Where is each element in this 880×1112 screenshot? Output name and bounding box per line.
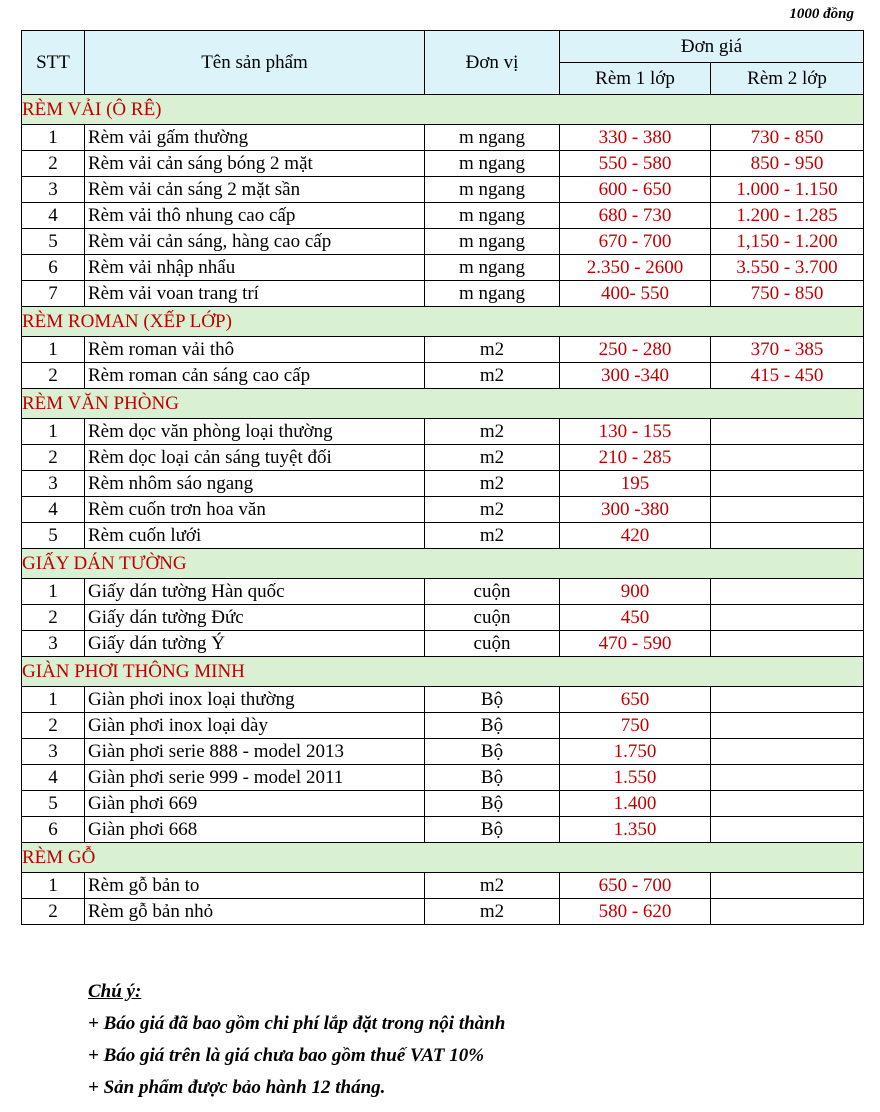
price-1-layer: 210 - 285	[560, 445, 711, 471]
price-2-layer: 1.200 - 1.285	[711, 203, 864, 229]
product-name: Giàn phơi serie 999 - model 2011	[85, 765, 425, 791]
section-title: RÈM VĂN PHÒNG	[22, 389, 864, 419]
unit-cell: cuộn	[425, 579, 560, 605]
header-price-2-layer: Rèm 2 lớp	[711, 63, 864, 95]
table-row	[22, 125, 864, 151]
price-2-layer	[711, 605, 864, 631]
unit-cell: Bộ	[425, 713, 560, 739]
price-1-layer: 1.550	[560, 765, 711, 791]
table-row	[22, 713, 864, 739]
price-2-layer: 750 - 850	[711, 281, 864, 307]
product-name: Rèm vải gấm thường	[85, 125, 425, 151]
unit-cell: m2	[425, 899, 560, 925]
price-1-layer: 680 - 730	[560, 203, 711, 229]
unit-cell: m ngang	[425, 151, 560, 177]
table-row	[22, 471, 864, 497]
row-number: 2	[22, 899, 85, 925]
product-name: Giàn phơi inox loại thường	[85, 687, 425, 713]
price-1-layer: 900	[560, 579, 711, 605]
row-number: 1	[22, 419, 85, 445]
note-item: + Báo giá đã bao gồm chi phí lắp đặt trong nội thành	[88, 1013, 506, 1034]
product-name: Giấy dán tường Hàn quốc	[85, 579, 425, 605]
section-title: RÈM ROMAN (XẾP LỚP)	[22, 307, 864, 337]
row-number: 3	[22, 739, 85, 765]
price-1-layer: 250 - 280	[560, 337, 711, 363]
header-price: Đơn giá	[560, 31, 864, 63]
product-name: Giàn phơi serie 888 - model 2013	[85, 739, 425, 765]
unit-cell: cuộn	[425, 631, 560, 657]
unit-cell: Bộ	[425, 791, 560, 817]
price-1-layer: 300 -380	[560, 497, 711, 523]
unit-cell: m2	[425, 497, 560, 523]
product-name: Giấy dán tường Đức	[85, 605, 425, 631]
price-1-layer: 470 - 590	[560, 631, 711, 657]
row-number: 3	[22, 471, 85, 497]
price-2-layer: 850 - 950	[711, 151, 864, 177]
product-name: Rèm cuốn trơn hoa văn	[85, 497, 425, 523]
row-number: 2	[22, 713, 85, 739]
price-1-layer: 300 -340	[560, 363, 711, 389]
table-row	[22, 899, 864, 925]
section-header-row	[22, 95, 864, 125]
price-2-layer	[711, 687, 864, 713]
product-name: Rèm dọc loại cản sáng tuyệt đối	[85, 445, 425, 471]
price-1-layer: 670 - 700	[560, 229, 711, 255]
table-row	[22, 817, 864, 843]
section-header-row	[22, 549, 864, 579]
section-title: GIÀN PHƠI THÔNG MINH	[22, 657, 864, 687]
price-2-layer	[711, 419, 864, 445]
unit-cell: m2	[425, 523, 560, 549]
price-2-layer	[711, 817, 864, 843]
price-1-layer: 130 - 155	[560, 419, 711, 445]
product-name: Rèm dọc văn phòng loại thường	[85, 419, 425, 445]
price-2-layer: 3.550 - 3.700	[711, 255, 864, 281]
product-name: Rèm roman vải thô	[85, 337, 425, 363]
unit-cell: m2	[425, 363, 560, 389]
row-number: 1	[22, 337, 85, 363]
table-row	[22, 873, 864, 899]
product-name: Rèm vải voan trang trí	[85, 281, 425, 307]
price-1-layer: 420	[560, 523, 711, 549]
price-2-layer	[711, 445, 864, 471]
product-name: Rèm vải cản sáng 2 mặt sần	[85, 177, 425, 203]
section-header-row	[22, 657, 864, 687]
unit-cell: m ngang	[425, 203, 560, 229]
unit-cell: m2	[425, 337, 560, 363]
table-row	[22, 229, 864, 255]
price-1-layer: 600 - 650	[560, 177, 711, 203]
section-title: RÈM GỖ	[22, 843, 864, 873]
price-1-layer: 400- 550	[560, 281, 711, 307]
price-2-layer	[711, 899, 864, 925]
table-row	[22, 631, 864, 657]
price-1-layer: 1.400	[560, 791, 711, 817]
unit-cell: m2	[425, 419, 560, 445]
product-name: Rèm cuốn lưới	[85, 523, 425, 549]
price-table-body	[22, 95, 864, 925]
price-2-layer	[711, 739, 864, 765]
table-row	[22, 445, 864, 471]
row-number: 2	[22, 605, 85, 631]
price-1-layer: 1.750	[560, 739, 711, 765]
row-number: 2	[22, 445, 85, 471]
unit-cell: Bộ	[425, 765, 560, 791]
unit-cell: Bộ	[425, 739, 560, 765]
unit-cell: m ngang	[425, 255, 560, 281]
table-row	[22, 337, 864, 363]
unit-cell: Bộ	[425, 687, 560, 713]
price-2-layer	[711, 471, 864, 497]
note-item: + Sản phẩm được bảo hành 12 tháng.	[88, 1077, 386, 1098]
table-row	[22, 151, 864, 177]
row-number: 6	[22, 255, 85, 281]
table-row	[22, 281, 864, 307]
price-1-layer: 2.350 - 2600	[560, 255, 711, 281]
product-name: Giàn phơi 668	[85, 817, 425, 843]
header-product-name: Tên sản phẩm	[85, 31, 425, 95]
price-1-layer: 1.350	[560, 817, 711, 843]
table-row	[22, 203, 864, 229]
unit-cell: m2	[425, 873, 560, 899]
price-1-layer: 750	[560, 713, 711, 739]
price-2-layer	[711, 523, 864, 549]
price-1-layer: 550 - 580	[560, 151, 711, 177]
product-name: Rèm nhôm sáo ngang	[85, 471, 425, 497]
product-name: Giàn phơi inox loại dày	[85, 713, 425, 739]
notes-title: Chú ý:	[88, 981, 142, 1002]
table-row	[22, 177, 864, 203]
table-row	[22, 523, 864, 549]
price-2-layer	[711, 631, 864, 657]
product-name: Rèm roman cản sáng cao cấp	[85, 363, 425, 389]
row-number: 3	[22, 177, 85, 203]
product-name: Rèm vải nhập nhẩu	[85, 255, 425, 281]
section-header-row	[22, 843, 864, 873]
price-2-layer: 1.000 - 1.150	[711, 177, 864, 203]
table-row	[22, 739, 864, 765]
row-number: 4	[22, 497, 85, 523]
row-number: 6	[22, 817, 85, 843]
table-row	[22, 687, 864, 713]
table-row	[22, 765, 864, 791]
price-2-layer	[711, 497, 864, 523]
product-name: Rèm gỗ bản to	[85, 873, 425, 899]
unit-cell: m ngang	[425, 281, 560, 307]
price-1-layer: 650 - 700	[560, 873, 711, 899]
notes	[88, 976, 505, 1104]
row-number: 1	[22, 125, 85, 151]
price-2-layer	[711, 791, 864, 817]
price-2-layer	[711, 713, 864, 739]
product-name: Rèm gỗ bản nhỏ	[85, 899, 425, 925]
table-row	[22, 605, 864, 631]
section-header-row	[22, 307, 864, 337]
row-number: 3	[22, 631, 85, 657]
unit-cell: m ngang	[425, 229, 560, 255]
price-2-layer	[711, 873, 864, 899]
price-2-layer	[711, 765, 864, 791]
section-header-row	[22, 389, 864, 419]
product-name: Giàn phơi 669	[85, 791, 425, 817]
table-row	[22, 497, 864, 523]
price-2-layer: 730 - 850	[711, 125, 864, 151]
section-title: GIẤY DÁN TƯỜNG	[22, 549, 864, 579]
product-name: Rèm vải cản sáng bóng 2 mặt	[85, 151, 425, 177]
section-title: RÈM VẢI (Ô RÊ)	[22, 95, 864, 125]
table-row	[22, 419, 864, 445]
row-number: 1	[22, 873, 85, 899]
header-unit: Đơn vị	[425, 31, 560, 95]
unit-cell: Bộ	[425, 817, 560, 843]
price-2-layer: 415 - 450	[711, 363, 864, 389]
price-table	[21, 30, 864, 925]
row-number: 2	[22, 363, 85, 389]
row-number: 5	[22, 791, 85, 817]
price-2-layer: 370 - 385	[711, 337, 864, 363]
unit-cell: m ngang	[425, 177, 560, 203]
price-1-layer: 195	[560, 471, 711, 497]
table-row	[22, 791, 864, 817]
price-1-layer: 580 - 620	[560, 899, 711, 925]
note-item: + Báo giá trên là giá chưa bao gồm thuế VAT 10%	[88, 1045, 485, 1066]
price-1-layer: 450	[560, 605, 711, 631]
unit-cell: m2	[425, 445, 560, 471]
row-number: 5	[22, 523, 85, 549]
unit-cell: cuộn	[425, 605, 560, 631]
row-number: 7	[22, 281, 85, 307]
row-number: 4	[22, 765, 85, 791]
table-row	[22, 579, 864, 605]
table-row	[22, 363, 864, 389]
row-number: 4	[22, 203, 85, 229]
price-1-layer: 330 - 380	[560, 125, 711, 151]
unit-cell: m2	[425, 471, 560, 497]
row-number: 5	[22, 229, 85, 255]
unit-cell: m ngang	[425, 125, 560, 151]
header-price-1-layer: Rèm 1 lớp	[560, 63, 711, 95]
table-row	[22, 255, 864, 281]
product-name: Rèm vải thô nhung cao cấp	[85, 203, 425, 229]
row-number: 1	[22, 579, 85, 605]
row-number: 2	[22, 151, 85, 177]
price-2-layer	[711, 579, 864, 605]
price-2-layer: 1,150 - 1.200	[711, 229, 864, 255]
product-name: Giấy dán tường Ý	[85, 631, 425, 657]
header-stt: STT	[22, 31, 85, 95]
row-number: 1	[22, 687, 85, 713]
price-1-layer: 650	[560, 687, 711, 713]
currency-unit-note: 1000 đồng	[789, 6, 854, 22]
product-name: Rèm vải cản sáng, hàng cao cấp	[85, 229, 425, 255]
